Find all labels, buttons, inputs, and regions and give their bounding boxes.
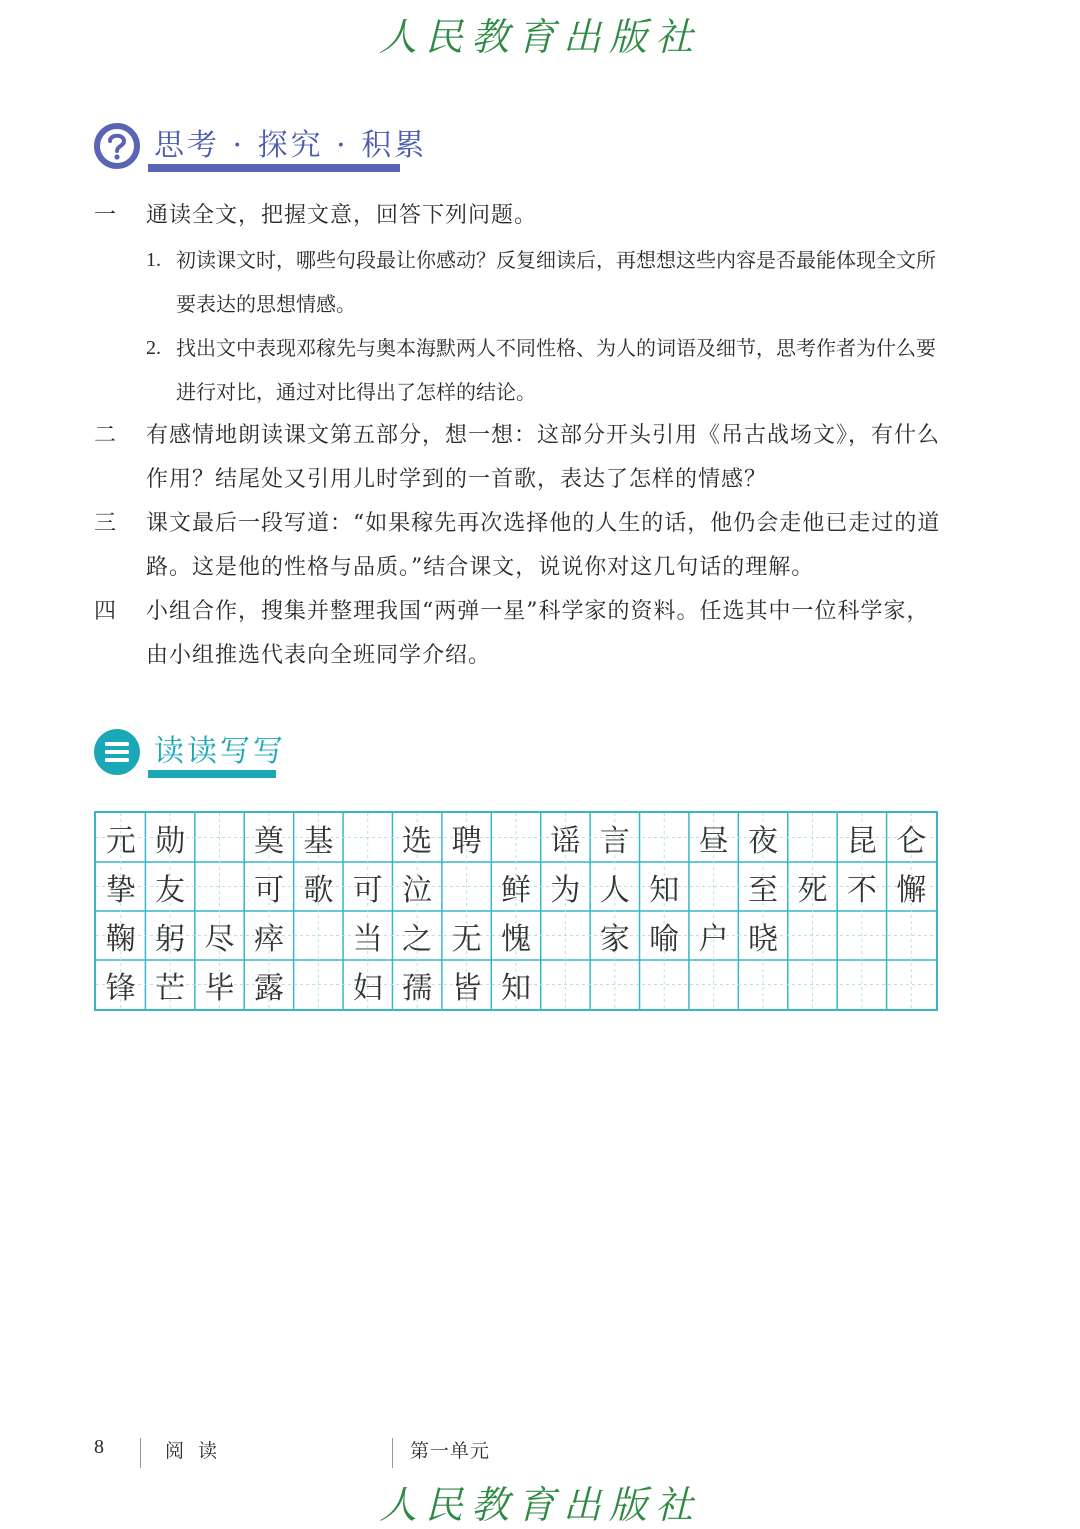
grid-character: 友 [155, 872, 186, 908]
grid-character: 奠 [253, 823, 284, 859]
grid-character: 为 [550, 872, 581, 908]
grid-character: 毕 [204, 970, 235, 1006]
question-item [94, 590, 944, 678]
section-title: 思考 · 探究 · 积累 [154, 128, 428, 163]
grid-character: 选 [402, 823, 433, 859]
sub-question-item [146, 326, 944, 414]
grid-character: 露 [253, 970, 284, 1006]
grid-character: 知 [500, 970, 531, 1006]
grid-character: 谣 [550, 823, 581, 859]
footer-divider [392, 1438, 393, 1468]
grid-character: 至 [748, 872, 779, 908]
grid-character: 孺 [402, 970, 433, 1006]
question-icon [94, 123, 140, 169]
grid-character: 无 [451, 921, 482, 957]
grid-character: 昆 [846, 823, 877, 859]
grid-character: 歌 [303, 872, 334, 908]
grid-character: 躬 [155, 921, 186, 957]
footer-section: 阅 读 [165, 1440, 222, 1462]
publisher-logo-bottom: 人民教育出版社 [378, 1483, 701, 1527]
question-text: 有感情地朗读课文第五部分，想一想：这部分开头引用《吊古战场文》，有什么作用？结尾处又引用儿时学到的一首歌，表达了怎样的情感？ [146, 423, 941, 492]
footer-divider [140, 1438, 141, 1468]
question-item [94, 502, 944, 590]
grid-character: 喻 [649, 921, 680, 957]
question-item [94, 414, 944, 502]
grid-character: 死 [797, 872, 828, 908]
grid-character: 可 [352, 872, 383, 908]
grid-character: 尽 [204, 921, 235, 957]
question-text: 通读全文，把握文意，回答下列问题。 [146, 203, 538, 228]
section-header-think-explore [94, 120, 427, 172]
grid-character: 言 [599, 823, 630, 859]
grid-character: 当 [352, 921, 383, 957]
grid-character: 户 [698, 921, 729, 957]
grid-character: 聘 [451, 823, 482, 859]
grid-character: 夜 [748, 823, 779, 859]
sub-question-list [146, 238, 944, 414]
sub-question-text: 初读课文时，哪些句段最让你感动？反复细读后，再想想这些内容是否最能体现全文所要表达的思想情感。 [176, 248, 936, 316]
section-underline [148, 164, 400, 172]
grid-character: 懈 [896, 872, 927, 908]
sub-question-number: 2. [146, 337, 161, 359]
question-number: 三 [94, 511, 118, 536]
word-practice-grid [94, 811, 938, 1011]
grid-character: 泣 [402, 872, 433, 908]
grid-character: 之 [402, 921, 433, 957]
sub-question-text: 找出文中表现邓稼先与奥本海默两人不同性格、为人的词语及细节，思考作者为什么要进行对比，通过对比得出了怎样的结论。 [176, 336, 936, 404]
grid-character: 元 [105, 823, 136, 859]
grid-character: 不 [846, 872, 877, 908]
grid-character: 锋 [105, 970, 136, 1006]
grid-character: 勋 [155, 823, 186, 859]
grid-character: 人 [599, 872, 630, 908]
grid-character: 瘁 [253, 921, 284, 957]
footer-unit: 第一单元 [410, 1440, 491, 1462]
page-number: 8 [94, 1436, 104, 1458]
question-list [94, 194, 944, 678]
section-title: 读读写写 [154, 734, 286, 769]
sub-question-item [146, 238, 944, 326]
grid-character: 可 [253, 872, 284, 908]
list-icon [94, 729, 140, 775]
question-number: 二 [94, 423, 118, 448]
grid-character: 家 [599, 921, 630, 957]
section-header-read-write [94, 726, 286, 778]
grid-character: 芒 [155, 970, 186, 1006]
grid-character: 仑 [896, 823, 927, 859]
grid-character: 鞠 [105, 921, 136, 957]
question-text: 课文最后一段写道：“如果稼先再次选择他的人生的话，他仍会走他已走过的道路。这是他的性格与品质。”结合课文，说说你对这几句话的理解。 [146, 511, 941, 580]
grid-character: 基 [303, 823, 334, 859]
grid-character: 愧 [500, 921, 531, 957]
question-item [94, 194, 944, 238]
publisher-logo-top: 人民教育出版社 [378, 15, 701, 59]
grid-character: 鲜 [500, 872, 531, 908]
section-underline [148, 770, 276, 778]
grid-character: 皆 [451, 970, 482, 1006]
question-number: 四 [94, 599, 118, 624]
grid-character: 挚 [105, 872, 136, 908]
grid-character: 知 [649, 872, 680, 908]
grid-character: 昼 [698, 823, 729, 859]
question-text: 小组合作，搜集并整理我国“两弹一星”科学家的资料。任选其中一位科学家，由小组推选代表向全班同学介绍。 [146, 599, 930, 668]
sub-question-number: 1. [146, 249, 161, 271]
grid-character: 妇 [352, 970, 383, 1006]
question-number: 一 [94, 203, 118, 228]
grid-character: 晓 [748, 921, 779, 957]
